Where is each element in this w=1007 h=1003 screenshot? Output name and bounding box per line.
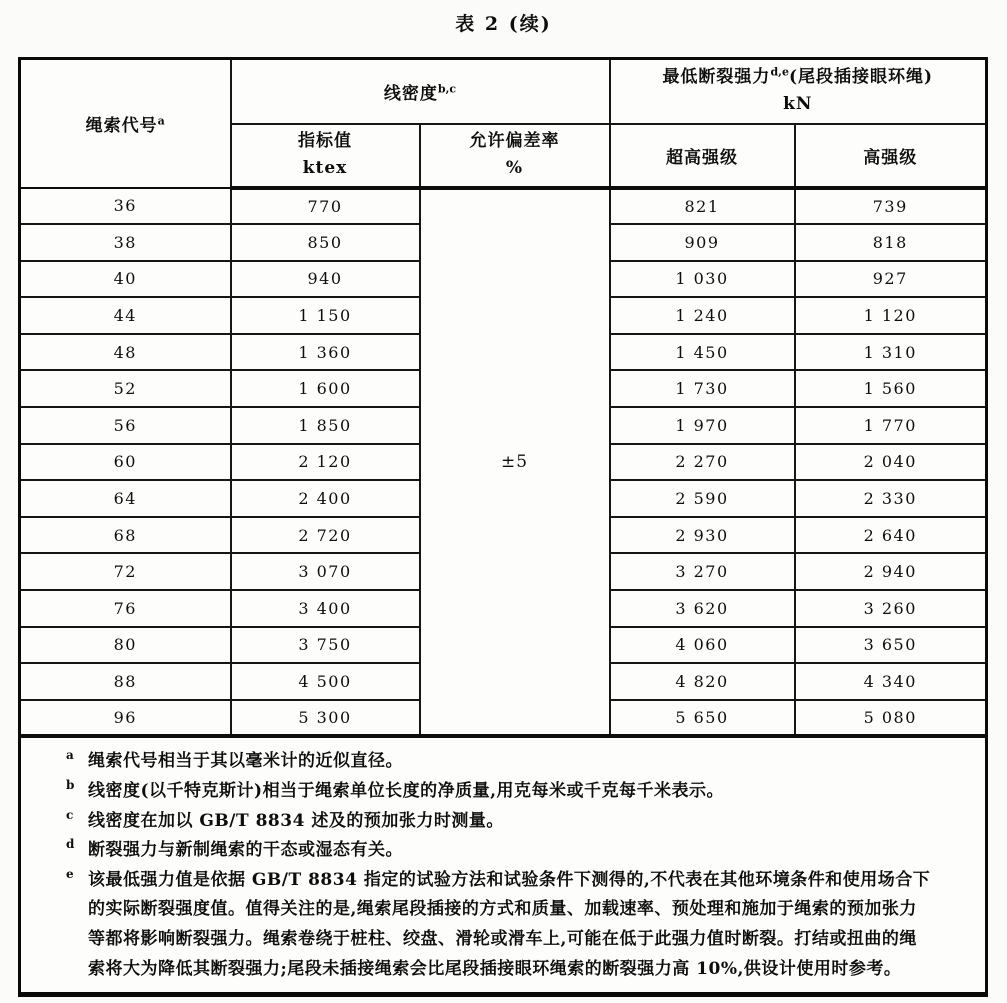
footnote-item	[54, 747, 947, 777]
header-min-breaking-unit: kN	[783, 94, 813, 115]
cell-deviation-value: ±5	[420, 188, 610, 737]
cell-high-grade: 3 650	[795, 627, 987, 664]
footnote-line: 等都将影响断裂强力。绳索卷绕于桩柱、绞盘、滑轮或滑车上,可能在低于此强力值时断裂。打结或扭曲的绳	[88, 928, 917, 949]
cell-rope-code: 64	[20, 480, 231, 517]
cell-ktex: 2 120	[231, 444, 420, 481]
footnote-marker: e	[66, 866, 75, 881]
footnote-line: 索将大为降低其断裂强力;尾段未插接绳索会比尾段插接眼环绳索的断裂强力高 10%,供设计使用时参考。	[88, 958, 902, 979]
table-row	[20, 188, 987, 225]
header-linear-density-label: 线密度	[383, 83, 438, 104]
footnote-item	[54, 866, 947, 984]
cell-ultra-high-grade: 1 450	[610, 334, 795, 371]
table-body	[20, 188, 987, 737]
cell-ultra-high-grade: 2 930	[610, 517, 795, 554]
header-rope-code	[20, 59, 231, 188]
cell-ultra-high-grade: 821	[610, 188, 795, 225]
cell-rope-code: 88	[20, 663, 231, 700]
cell-rope-code: 60	[20, 444, 231, 481]
cell-ultra-high-grade: 3 270	[610, 553, 795, 590]
cell-ktex: 4 500	[231, 663, 420, 700]
cell-ktex: 1 850	[231, 407, 420, 444]
cell-ultra-high-grade: 909	[610, 224, 795, 261]
cell-high-grade: 2 640	[795, 517, 987, 554]
footnote-item	[54, 807, 947, 837]
cell-ktex: 3 400	[231, 590, 420, 627]
footnote-line: 断裂强力与新制绳索的干态或湿态有关。	[88, 840, 403, 861]
cell-high-grade: 5 080	[795, 700, 987, 737]
cell-rope-code: 96	[20, 700, 231, 737]
cell-ultra-high-grade: 2 270	[610, 444, 795, 481]
page-title: 表 2 (续)	[455, 13, 552, 35]
cell-high-grade: 2 940	[795, 553, 987, 590]
cell-ultra-high-grade: 4 060	[610, 627, 795, 664]
cell-high-grade: 739	[795, 188, 987, 225]
cell-ktex: 940	[231, 261, 420, 298]
footnote-text	[88, 866, 947, 984]
header-min-breaking-sup: d,e	[770, 65, 789, 79]
cell-high-grade: 1 770	[795, 407, 987, 444]
footnote-text	[88, 747, 947, 777]
cell-high-grade: 1 310	[795, 334, 987, 371]
footnotes-section	[20, 736, 987, 994]
header-nominal-line2: ktex	[302, 158, 348, 178]
cell-ktex: 5 300	[231, 700, 420, 737]
footnote-marker: a	[66, 748, 75, 763]
footnote-line: 线密度在加以 GB/T 8834 述及的预加张力时测量。	[88, 810, 504, 831]
header-deviation-line1: 允许偏差率	[469, 131, 560, 151]
table-header	[20, 59, 987, 188]
cell-rope-code: 56	[20, 407, 231, 444]
header-nominal-line1: 指标值	[298, 131, 352, 151]
header-nominal-value	[231, 124, 420, 188]
cell-high-grade: 1 120	[795, 297, 987, 334]
footnote-marker: b	[66, 778, 75, 792]
cell-rope-code: 52	[20, 370, 231, 407]
cell-ktex: 3 750	[231, 627, 420, 664]
header-deviation-rate	[420, 124, 610, 188]
cell-ktex: 3 070	[231, 553, 420, 590]
header-min-breaking-line1	[611, 64, 986, 91]
cell-high-grade: 4 340	[795, 663, 987, 700]
header-rope-code-label: 绳索代号	[85, 115, 158, 136]
cell-ultra-high-grade: 1 970	[610, 407, 795, 444]
footnote-text	[88, 777, 947, 807]
cell-high-grade: 2 330	[795, 480, 987, 517]
cell-ktex: 1 150	[231, 297, 420, 334]
header-min-breaking-label: 最低断裂强力	[662, 67, 771, 88]
header-rope-code-sup: a	[157, 114, 165, 128]
footnote-item	[54, 777, 947, 807]
cell-high-grade: 927	[795, 261, 987, 298]
cell-rope-code: 38	[20, 224, 231, 261]
cell-rope-code: 72	[20, 553, 231, 590]
rope-strength-table	[18, 57, 988, 997]
footnote-text	[88, 836, 947, 866]
footnote-text	[88, 807, 947, 837]
cell-rope-code: 44	[20, 297, 231, 334]
cell-ktex: 2 400	[231, 480, 420, 517]
cell-high-grade: 3 260	[795, 590, 987, 627]
cell-ktex: 1 360	[231, 334, 420, 371]
cell-rope-code: 68	[20, 517, 231, 554]
cell-rope-code: 80	[20, 627, 231, 664]
cell-rope-code: 36	[20, 188, 231, 225]
header-linear-density-sup: b,c	[437, 82, 457, 96]
cell-high-grade: 2 040	[795, 444, 987, 481]
cell-ktex: 850	[231, 224, 420, 261]
footnote-line: 线密度(以千特克斯计)相当于绳索单位长度的净质量,用克每米或千克每千米表示。	[88, 781, 725, 801]
footnote-marker: c	[66, 807, 74, 822]
footnote-line: 的实际断裂强度值。值得关注的是,绳索尾段插接的方式和质量、加载速率、预处理和施加于绳索的预加张力	[88, 899, 917, 920]
cell-ultra-high-grade: 1 240	[610, 297, 795, 334]
cell-ultra-high-grade: 1 730	[610, 370, 795, 407]
cell-ultra-high-grade: 5 650	[610, 700, 795, 737]
header-min-breaking-strength	[610, 59, 987, 124]
header-min-breaking-label2: (尾段插接眼环绳)	[788, 67, 934, 88]
footnote-item	[54, 836, 947, 866]
cell-ktex: 1 600	[231, 370, 420, 407]
header-ultra-high-grade: 超高强级	[610, 124, 795, 188]
cell-ultra-high-grade: 3 620	[610, 590, 795, 627]
cell-ultra-high-grade: 4 820	[610, 663, 795, 700]
cell-ultra-high-grade: 1 030	[610, 261, 795, 298]
header-high-grade: 高强级	[795, 124, 987, 188]
cell-ktex: 770	[231, 188, 420, 225]
cell-rope-code: 48	[20, 334, 231, 371]
cell-ultra-high-grade: 2 590	[610, 480, 795, 517]
footnote-line: 该最低强力值是依据 GB/T 8834 指定的试验方法和试验条件下测得的,不代表在其他环境条件和使用场合下	[88, 869, 931, 890]
cell-high-grade: 818	[795, 224, 987, 261]
cell-rope-code: 40	[20, 261, 231, 298]
footnote-marker: d	[66, 837, 75, 852]
header-linear-density	[231, 59, 610, 124]
cell-rope-code: 76	[20, 590, 231, 627]
cell-ktex: 2 720	[231, 517, 420, 554]
footnote-line: 绳索代号相当于其以毫米计的近似直径。	[88, 751, 403, 772]
cell-high-grade: 1 560	[795, 370, 987, 407]
header-deviation-line2: %	[505, 158, 524, 178]
